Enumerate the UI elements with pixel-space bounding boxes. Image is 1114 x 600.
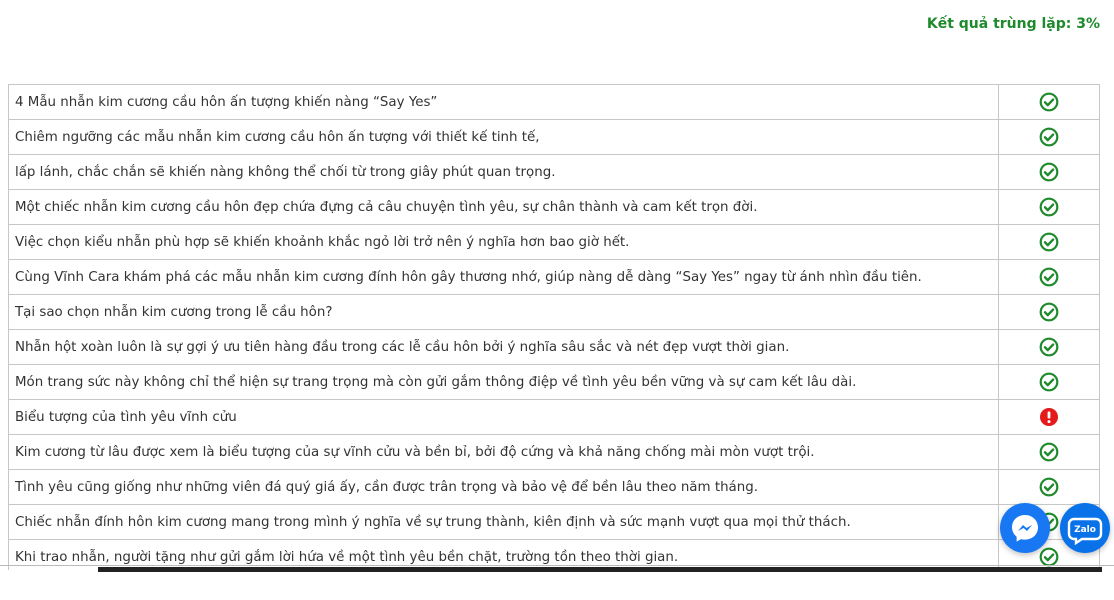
messenger-button[interactable] (1000, 503, 1050, 553)
sentence-text: Một chiếc nhẫn kim cương cầu hôn đẹp chứa đựng cả câu chuyện tình yêu, sự chân thành và cam kết trọn đời. (9, 190, 999, 225)
check-circle-icon (1039, 162, 1059, 182)
sentence-text: lấp lánh, chắc chắn sẽ khiến nàng không thể chối từ trong giây phút quan trọng. (9, 155, 999, 190)
status-cell (999, 225, 1100, 260)
sentence-text: Món trang sức này không chỉ thể hiện sự trang trọng mà còn gửi gắm thông điệp về tình yêu bền vững và sự cam kết lâu dài. (9, 365, 999, 400)
check-circle-icon (1039, 127, 1059, 147)
check-circle-icon (1039, 337, 1059, 357)
status-cell (999, 330, 1100, 365)
status-cell (999, 470, 1100, 505)
zalo-button[interactable] (1060, 503, 1110, 553)
table-row (9, 435, 1100, 470)
zalo-icon (1060, 503, 1110, 553)
sentence-text: 4 Mẫu nhẫn kim cương cầu hôn ấn tượng khiến nàng “Say Yes” (9, 85, 999, 120)
messenger-icon (1000, 503, 1050, 553)
check-circle-icon (1039, 477, 1059, 497)
status-cell (999, 295, 1100, 330)
table-row (9, 400, 1100, 435)
table-row (9, 155, 1100, 190)
table-row (9, 295, 1100, 330)
table-row (9, 330, 1100, 365)
sentence-text: Nhẫn hột xoàn luôn là sự gợi ý ưu tiên hàng đầu trong các lễ cầu hôn bởi ý nghĩa sâu sắc và nét đẹp vượt thời gian. (9, 330, 999, 365)
table-row (9, 85, 1100, 120)
sentence-text: Biểu tượng của tình yêu vĩnh cửu (9, 400, 999, 435)
sentence-text: Khi trao nhẫn, người tặng như gửi gắm lời hứa về một tình yêu bền chặt, trường tồn theo thời gian. (9, 540, 999, 571)
bottom-divider (0, 565, 1114, 566)
table-row (9, 190, 1100, 225)
sentence-check-table (8, 84, 1100, 570)
zalo-label: Zalo (1074, 525, 1096, 535)
sentence-text: Chiếc nhẫn đính hôn kim cương mang trong mình ý nghĩa về sự trung thành, kiên định và sức mạnh vượt qua mọi thử thách. (9, 505, 999, 540)
sentence-text: Chiêm ngưỡng các mẫu nhẫn kim cương cầu hôn ấn tượng với thiết kế tinh tế, (9, 120, 999, 155)
table-body (9, 85, 1100, 571)
sentence-text: Tình yêu cũng giống như những viên đá quý giá ấy, cần được trân trọng và bảo vệ để bền lâu theo năm tháng. (9, 470, 999, 505)
sentence-text: Việc chọn kiểu nhẫn phù hợp sẽ khiến khoảnh khắc ngỏ lời trở nên ý nghĩa hơn bao giờ hết. (9, 225, 999, 260)
status-cell (999, 365, 1100, 400)
status-cell (999, 435, 1100, 470)
check-circle-icon (1039, 232, 1059, 252)
table-row (9, 470, 1100, 505)
status-cell (999, 190, 1100, 225)
exclamation-circle-icon (1039, 407, 1059, 427)
check-circle-icon (1039, 302, 1059, 322)
status-cell (999, 120, 1100, 155)
bottom-scrollbar[interactable] (98, 567, 1102, 572)
table-row (9, 365, 1100, 400)
status-cell (999, 260, 1100, 295)
table-row (9, 225, 1100, 260)
table-row (9, 260, 1100, 295)
sentence-text: Tại sao chọn nhẫn kim cương trong lễ cầu hôn? (9, 295, 999, 330)
check-circle-icon (1039, 372, 1059, 392)
check-circle-icon (1039, 92, 1059, 112)
status-cell (999, 85, 1100, 120)
status-cell (999, 155, 1100, 190)
check-circle-icon (1039, 442, 1059, 462)
check-circle-icon (1039, 197, 1059, 217)
check-circle-icon (1039, 267, 1059, 287)
table-row (9, 505, 1100, 540)
duplicate-result: Kết quả trùng lặp: 3% (926, 16, 1100, 32)
table-row (9, 120, 1100, 155)
sentence-text: Kim cương từ lâu được xem là biểu tượng của sự vĩnh cửu và bền bỉ, bởi độ cứng và khả năng chống mài mòn vượt trội. (9, 435, 999, 470)
sentence-text: Cùng Vĩnh Cara khám phá các mẫu nhẫn kim cương đính hôn gây thương nhớ, giúp nàng dễ dàng “Say Yes” ngay từ ánh nhìn đầu tiên. (9, 260, 999, 295)
sentence-check-table-wrap (8, 84, 1100, 570)
status-cell (999, 400, 1100, 435)
